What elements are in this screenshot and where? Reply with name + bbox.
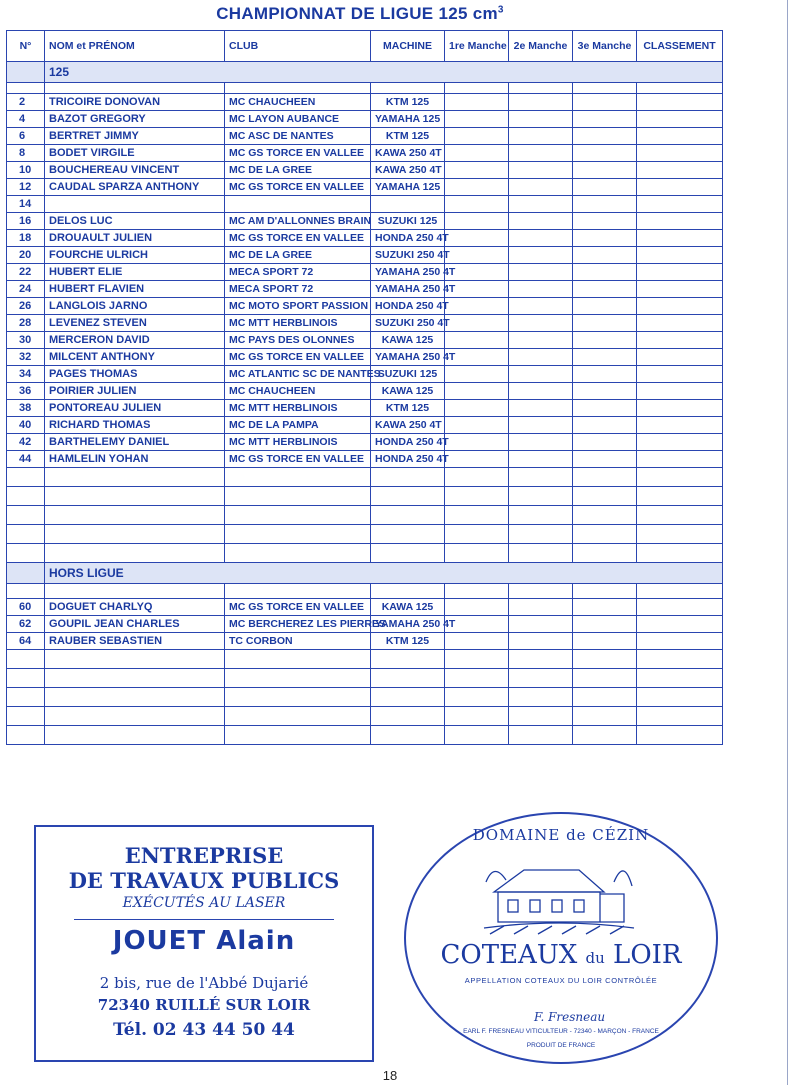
rider-number: 28: [7, 315, 45, 332]
table-row: [7, 633, 723, 650]
ad-phone: Tél. 02 43 44 50 44: [113, 1020, 295, 1040]
rider-number: 16: [7, 213, 45, 230]
rider-number: 38: [7, 400, 45, 417]
rider-name: BOUCHEREAU VINCENT: [45, 162, 225, 179]
classement-cell[interactable]: [637, 315, 723, 332]
rider-machine: HONDA 250 4T: [371, 298, 445, 315]
next-page-edge: [787, 0, 800, 1085]
house-illustration-icon: [484, 852, 634, 936]
classement-cell[interactable]: [637, 434, 723, 451]
classement-cell[interactable]: [637, 332, 723, 349]
rider-number: 6: [7, 128, 45, 145]
classement-cell[interactable]: [637, 145, 723, 162]
manche-1-cell[interactable]: [445, 111, 509, 128]
table-row: [7, 434, 723, 451]
rider-name: BODET VIRGILE: [45, 145, 225, 162]
rider-name: HUBERT ELIE: [45, 264, 225, 281]
rider-number: 24: [7, 281, 45, 298]
manche-2-cell[interactable]: [509, 434, 573, 451]
rider-club: MC DE LA GREE: [225, 247, 371, 264]
rider-machine: KAWA 125: [371, 383, 445, 400]
rider-number: 2: [7, 94, 45, 111]
rider-club: MECA SPORT 72: [225, 281, 371, 298]
manche-2-cell[interactable]: [509, 633, 573, 650]
ad-address: 2 bis, rue de l'Abbé Dujarié: [99, 974, 309, 992]
manche-2-cell[interactable]: [509, 332, 573, 349]
manche-2-cell[interactable]: [509, 213, 573, 230]
seal-domaine-title: DOMAINE de CÉZIN: [472, 826, 650, 844]
rider-club: [225, 196, 371, 213]
manche-1-cell[interactable]: [445, 434, 509, 451]
rider-name: PAGES THOMAS: [45, 366, 225, 383]
manche-3-cell[interactable]: [573, 264, 637, 281]
classement-cell[interactable]: [637, 349, 723, 366]
ad-line-travaux: DE TRAVAUX PUBLICS: [68, 868, 340, 893]
rider-club: MC CHAUCHEEN: [225, 383, 371, 400]
section-label: HORS LIGUE: [45, 563, 723, 584]
classement-cell[interactable]: [637, 451, 723, 468]
classement-cell[interactable]: [637, 213, 723, 230]
ad-domaine-cezin: [404, 812, 718, 1064]
rider-name: MILCENT ANTHONY: [45, 349, 225, 366]
manche-2-cell[interactable]: [509, 417, 573, 434]
manche-3-cell[interactable]: [573, 128, 637, 145]
manche-2-cell[interactable]: [509, 383, 573, 400]
seal-ring: [404, 812, 718, 1064]
rider-machine: SUZUKI 250 4T: [371, 315, 445, 332]
manche-1-cell[interactable]: [445, 315, 509, 332]
seal-earl: EARL F. FRESNEAU VITICULTEUR - 72340 - MARÇON - FRANCE: [463, 1028, 659, 1035]
manche-2-cell[interactable]: [509, 128, 573, 145]
rider-club: MC GS TORCE EN VALLEE: [225, 599, 371, 616]
rider-name: HAMLELIN YOHAN: [45, 451, 225, 468]
rider-club: MC AM D'ALLONNES BRAIN: [225, 213, 371, 230]
table-row: [7, 599, 723, 616]
rider-name: BAZOT GREGORY: [45, 111, 225, 128]
classement-cell[interactable]: [637, 162, 723, 179]
rider-number: 30: [7, 332, 45, 349]
rider-club: MC MTT HERBLINOIS: [225, 434, 371, 451]
table-row: [7, 162, 723, 179]
manche-2-cell[interactable]: [509, 400, 573, 417]
rider-name: POIRIER JULIEN: [45, 383, 225, 400]
rider-machine: KAWA 125: [371, 599, 445, 616]
classement-cell[interactable]: [637, 230, 723, 247]
ad-city: 72340 RUILLÉ SUR LOIR: [97, 996, 311, 1014]
classement-cell[interactable]: [637, 196, 723, 213]
rider-number: 42: [7, 434, 45, 451]
table-row: [7, 281, 723, 298]
classement-cell[interactable]: [637, 128, 723, 145]
seal-appellation: APPELLATION COTEAUX DU LOIR CONTRÔLÉE: [464, 976, 658, 985]
manche-2-cell[interactable]: [509, 616, 573, 633]
rider-machine: SUZUKI 250 4T: [371, 247, 445, 264]
rider-number: 18: [7, 230, 45, 247]
manche-2-cell[interactable]: [509, 281, 573, 298]
manche-3-cell[interactable]: [573, 417, 637, 434]
rider-club: MECA SPORT 72: [225, 264, 371, 281]
rider-machine: YAMAHA 250 4T: [371, 264, 445, 281]
rider-name: GOUPIL JEAN CHARLES: [45, 616, 225, 633]
rider-number: 64: [7, 633, 45, 650]
empty-row: [7, 688, 723, 707]
rider-machine: HONDA 250 4T: [371, 230, 445, 247]
manche-2-cell[interactable]: [509, 315, 573, 332]
rider-name: DELOS LUC: [45, 213, 225, 230]
rider-number: 60: [7, 599, 45, 616]
rider-club: MC DE LA GREE: [225, 162, 371, 179]
manche-2-cell[interactable]: [509, 599, 573, 616]
manche-3-cell[interactable]: [573, 616, 637, 633]
rider-club: MC MOTO SPORT PASSION: [225, 298, 371, 315]
classement-cell[interactable]: [637, 298, 723, 315]
manche-3-cell[interactable]: [573, 94, 637, 111]
manche-3-cell[interactable]: [573, 281, 637, 298]
manche-1-cell[interactable]: [445, 298, 509, 315]
rider-number: 10: [7, 162, 45, 179]
rider-name: MERCERON DAVID: [45, 332, 225, 349]
table-row: [7, 332, 723, 349]
manche-1-cell[interactable]: [445, 94, 509, 111]
manche-2-cell[interactable]: [509, 349, 573, 366]
seal-signature: F. Fresneau: [534, 1010, 606, 1024]
rider-club: MC GS TORCE EN VALLEE: [225, 145, 371, 162]
rider-machine: SUZUKI 125: [371, 213, 445, 230]
manche-3-cell[interactable]: [573, 162, 637, 179]
manche-2-cell[interactable]: [509, 298, 573, 315]
rider-machine: HONDA 250 4T: [371, 451, 445, 468]
manche-1-cell[interactable]: [445, 417, 509, 434]
manche-1-cell[interactable]: [445, 366, 509, 383]
rider-machine: YAMAHA 250 4T: [371, 349, 445, 366]
manche-1-cell[interactable]: [445, 230, 509, 247]
empty-row: [7, 584, 723, 599]
page-number: 18: [382, 1068, 398, 1083]
rider-club: TC CORBON: [225, 633, 371, 650]
rider-club: MC ASC DE NANTES: [225, 128, 371, 145]
manche-2-cell[interactable]: [509, 162, 573, 179]
empty-row: [7, 544, 723, 563]
rider-name: FOURCHE ULRICH: [45, 247, 225, 264]
rider-number: 14: [7, 196, 45, 213]
manche-3-cell[interactable]: [573, 633, 637, 650]
manche-2-cell[interactable]: [509, 145, 573, 162]
classement-cell[interactable]: [637, 417, 723, 434]
manche-1-cell[interactable]: [445, 196, 509, 213]
ad-line-laser: EXÉCUTÉS AU LASER: [122, 895, 286, 911]
rider-club: MC GS TORCE EN VALLEE: [225, 179, 371, 196]
empty-row: [7, 650, 723, 669]
rider-machine: KTM 125: [371, 128, 445, 145]
empty-row: [7, 468, 723, 487]
manche-2-cell[interactable]: [509, 451, 573, 468]
manche-3-cell[interactable]: [573, 434, 637, 451]
table-row: [7, 145, 723, 162]
classement-cell[interactable]: [637, 247, 723, 264]
manche-2-cell[interactable]: [509, 264, 573, 281]
manche-1-cell[interactable]: [445, 128, 509, 145]
header-club: CLUB: [225, 31, 371, 62]
classement-cell[interactable]: [637, 94, 723, 111]
classement-cell[interactable]: [637, 264, 723, 281]
ad-jouet-alain: [34, 825, 374, 1062]
rider-machine: KAWA 250 4T: [371, 417, 445, 434]
rider-number: 4: [7, 111, 45, 128]
manche-1-cell[interactable]: [445, 332, 509, 349]
rider-machine: KAWA 125: [371, 332, 445, 349]
manche-3-cell[interactable]: [573, 213, 637, 230]
classement-cell[interactable]: [637, 366, 723, 383]
manche-3-cell[interactable]: [573, 315, 637, 332]
table-row: [7, 264, 723, 281]
manche-2-cell[interactable]: [509, 179, 573, 196]
header-classement: CLASSEMENT: [637, 31, 723, 62]
rider-name: HUBERT FLAVIEN: [45, 281, 225, 298]
table-row: [7, 94, 723, 111]
rider-name: TRICOIRE DONOVAN: [45, 94, 225, 111]
manche-3-cell[interactable]: [573, 332, 637, 349]
table-row: [7, 128, 723, 145]
rider-club: MC BERCHEREZ LES PIERRES: [225, 616, 371, 633]
results-table: [6, 30, 723, 745]
rider-number: 8: [7, 145, 45, 162]
section-row-125: [7, 62, 723, 83]
classement-cell[interactable]: [637, 599, 723, 616]
rider-club: MC GS TORCE EN VALLEE: [225, 230, 371, 247]
table-row: [7, 298, 723, 315]
rider-name: PONTOREAU JULIEN: [45, 400, 225, 417]
empty-row: [7, 707, 723, 726]
table-row: [7, 349, 723, 366]
ad-company-name: JOUET Alain: [112, 926, 296, 956]
classement-cell[interactable]: [637, 400, 723, 417]
manche-1-cell[interactable]: [445, 400, 509, 417]
table-header-row: [7, 31, 723, 62]
rider-club: MC CHAUCHEEN: [225, 94, 371, 111]
rider-number: 20: [7, 247, 45, 264]
rider-number: 34: [7, 366, 45, 383]
table-row: [7, 315, 723, 332]
manche-3-cell[interactable]: [573, 451, 637, 468]
rider-number: 12: [7, 179, 45, 196]
manche-2-cell[interactable]: [509, 196, 573, 213]
rider-name: LEVENEZ STEVEN: [45, 315, 225, 332]
rider-club: MC DE LA PAMPA: [225, 417, 371, 434]
manche-1-cell[interactable]: [445, 247, 509, 264]
table-row: [7, 616, 723, 633]
rider-club: MC LAYON AUBANCE: [225, 111, 371, 128]
rider-number: 36: [7, 383, 45, 400]
rider-machine: KTM 125: [371, 400, 445, 417]
manche-1-cell[interactable]: [445, 633, 509, 650]
manche-3-cell[interactable]: [573, 247, 637, 264]
manche-1-cell[interactable]: [445, 451, 509, 468]
manche-1-cell[interactable]: [445, 145, 509, 162]
classement-cell[interactable]: [637, 281, 723, 298]
header-num: N°: [7, 31, 45, 62]
ad-divider: [74, 919, 334, 920]
manche-3-cell[interactable]: [573, 111, 637, 128]
rider-name: DROUAULT JULIEN: [45, 230, 225, 247]
ad-line-entreprise: ENTREPRISE: [124, 843, 284, 868]
empty-row: [7, 726, 723, 745]
page-title: CHAMPIONNAT DE LIGUE 125 $cm^3$: [216, 4, 504, 23]
rider-number: 40: [7, 417, 45, 434]
seal-coteaux-du-loir: COTEAUX du LOIR: [440, 940, 682, 970]
rider-machine: YAMAHA 250 4T: [371, 281, 445, 298]
rider-machine: YAMAHA 250 4T: [371, 616, 445, 633]
table-row: [7, 417, 723, 434]
manche-1-cell[interactable]: [445, 213, 509, 230]
rider-club: MC GS TORCE EN VALLEE: [225, 349, 371, 366]
rider-machine: [371, 196, 445, 213]
manche-1-cell[interactable]: [445, 179, 509, 196]
rider-machine: YAMAHA 125: [371, 179, 445, 196]
table-row: [7, 247, 723, 264]
rider-club: MC GS TORCE EN VALLEE: [225, 451, 371, 468]
empty-row: [7, 506, 723, 525]
manche-2-cell[interactable]: [509, 230, 573, 247]
manche-1-cell[interactable]: [445, 162, 509, 179]
seal-produit: PRODUIT DE FRANCE: [526, 1042, 596, 1049]
manche-3-cell[interactable]: [573, 400, 637, 417]
header-machine: MACHINE: [371, 31, 445, 62]
rider-number: 32: [7, 349, 45, 366]
classement-cell[interactable]: [637, 179, 723, 196]
manche-3-cell[interactable]: [573, 383, 637, 400]
rider-machine: KAWA 250 4T: [371, 162, 445, 179]
table-row: [7, 366, 723, 383]
rider-name: BARTHELEMY DANIEL: [45, 434, 225, 451]
manche-3-cell[interactable]: [573, 366, 637, 383]
rider-machine: KAWA 250 4T: [371, 145, 445, 162]
manche-3-cell[interactable]: [573, 298, 637, 315]
rider-club: MC MTT HERBLINOIS: [225, 400, 371, 417]
rider-number: 62: [7, 616, 45, 633]
rider-club: MC MTT HERBLINOIS: [225, 315, 371, 332]
empty-row: [7, 487, 723, 506]
manche-2-cell[interactable]: [509, 94, 573, 111]
rider-name: BERTRET JIMMY: [45, 128, 225, 145]
header-manche-3: 3e Manche: [573, 31, 637, 62]
rider-name: CAUDAL SPARZA ANTHONY: [45, 179, 225, 196]
manche-3-cell[interactable]: [573, 196, 637, 213]
classement-cell[interactable]: [637, 633, 723, 650]
rider-machine: HONDA 250 4T: [371, 434, 445, 451]
empty-row: [7, 525, 723, 544]
manche-3-cell[interactable]: [573, 230, 637, 247]
section-row-hors-ligue: [7, 563, 723, 584]
table-row: [7, 179, 723, 196]
table-row: [7, 111, 723, 128]
rider-machine: KTM 125: [371, 633, 445, 650]
rider-number: 22: [7, 264, 45, 281]
manche-3-cell[interactable]: [573, 145, 637, 162]
rider-name: LANGLOIS JARNO: [45, 298, 225, 315]
header-name: NOM et PRÉNOM: [45, 31, 225, 62]
empty-row: [7, 669, 723, 688]
rider-name: RICHARD THOMAS: [45, 417, 225, 434]
rider-number: 44: [7, 451, 45, 468]
rider-club: MC ATLANTIC SC DE NANTES: [225, 366, 371, 383]
manche-2-cell[interactable]: [509, 247, 573, 264]
table-row: [7, 213, 723, 230]
classement-cell[interactable]: [637, 383, 723, 400]
rider-machine: YAMAHA 125: [371, 111, 445, 128]
rider-name: RAUBER SEBASTIEN: [45, 633, 225, 650]
rider-machine: SUZUKI 125: [371, 366, 445, 383]
section-label: 125: [45, 62, 723, 83]
manche-3-cell[interactable]: [573, 599, 637, 616]
table-row: [7, 451, 723, 468]
manche-2-cell[interactable]: [509, 366, 573, 383]
manche-2-cell[interactable]: [509, 111, 573, 128]
rider-machine: KTM 125: [371, 94, 445, 111]
manche-3-cell[interactable]: [573, 179, 637, 196]
rider-name: DOGUET CHARLYQ: [45, 599, 225, 616]
table-row: [7, 400, 723, 417]
rider-number: 26: [7, 298, 45, 315]
header-manche-2: 2e Manche: [509, 31, 573, 62]
classement-cell[interactable]: [637, 616, 723, 633]
table-row: [7, 383, 723, 400]
table-row: [7, 196, 723, 213]
rider-club: MC PAYS DES OLONNES: [225, 332, 371, 349]
manche-3-cell[interactable]: [573, 349, 637, 366]
rider-name: [45, 196, 225, 213]
manche-1-cell[interactable]: [445, 599, 509, 616]
header-manche-1: 1re Manche: [445, 31, 509, 62]
manche-1-cell[interactable]: [445, 383, 509, 400]
table-row: [7, 230, 723, 247]
classement-cell[interactable]: [637, 111, 723, 128]
